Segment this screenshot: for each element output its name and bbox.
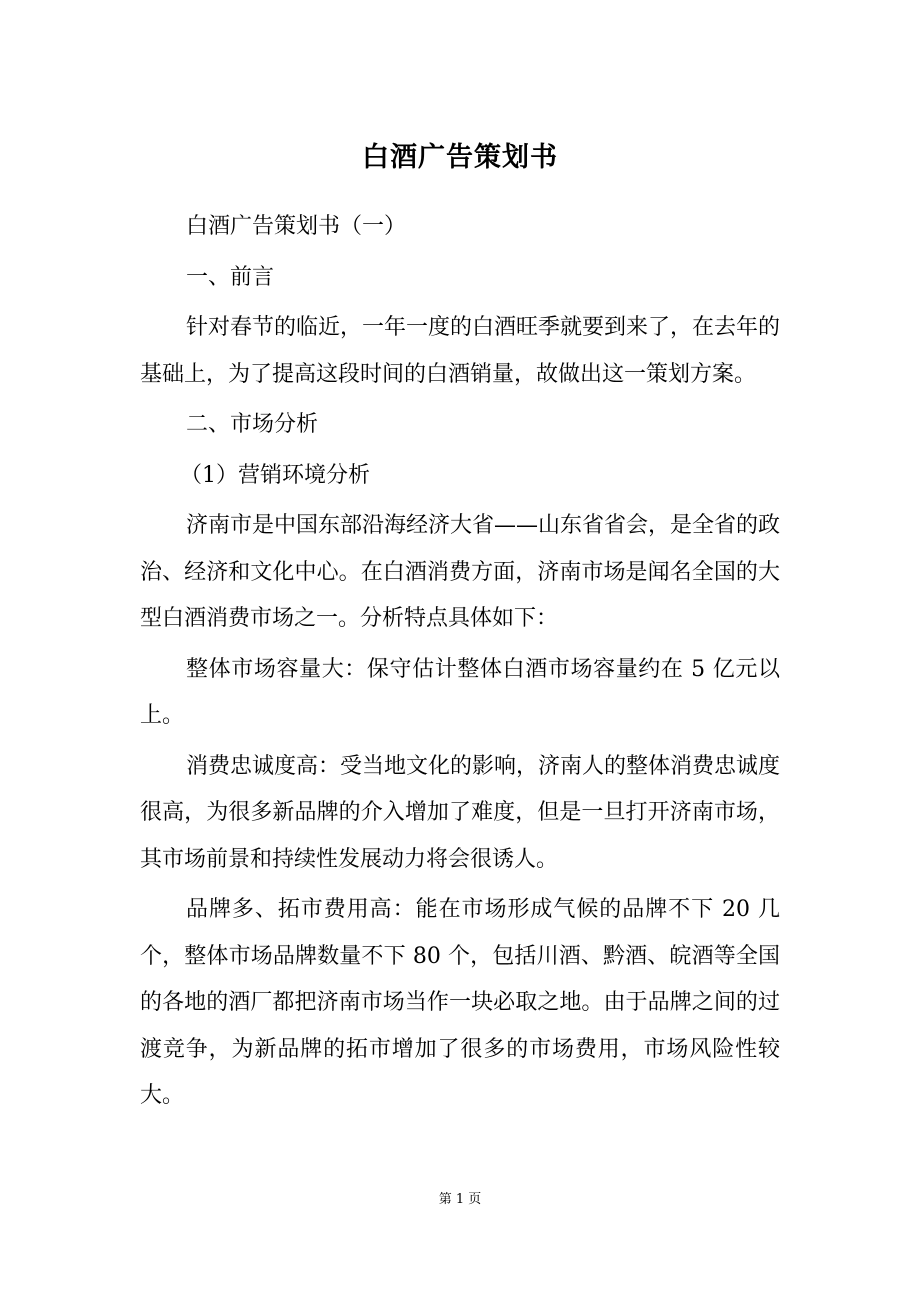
document-body <box>140 204 780 1124</box>
paragraph-consumer-loyalty: 消费忠诚度高：受当地文化的影响，济南人的整体消费忠诚度很高，为很多新品牌的介入增加了难度，但是一旦打开济南市场，其市场前景和持续性发展动力将会很诱人。 <box>140 753 781 872</box>
document-title: 白酒广告策划书 <box>362 142 558 173</box>
heading-market-analysis: 二、市场分析 <box>186 412 319 437</box>
paragraph-market-capacity: 整体市场容量大：保守估计整体白酒市场容量约在 5 亿元以上。 <box>140 656 780 728</box>
section-heading-part-one: 白酒广告策划书（一） <box>186 214 407 239</box>
page-number: 第 1 页 <box>438 1192 482 1207</box>
heading-preface: 一、前言 <box>186 264 275 290</box>
heading-marketing-environment: （1）营销环境分析 <box>180 462 370 488</box>
paragraph-brands-cost: 品牌多、拓市费用高：能在市场形成气候的品牌不下 20 几个，整体市场品牌数量不下 80 个，包括川酒、黔酒、皖酒等全国的各地的酒厂都把济南市场当作一块必取之地。由于品牌之间的过渡竞争，为新品牌的拓市增加了很多的市场费用，市场风险性较大。 <box>140 897 780 1108</box>
paragraph-preface: 针对春节的临近，一年一度的白酒旺季就要到来了，在去年的基础上，为了提高这段时间的白酒销量，故做出这一策划方案。 <box>140 315 781 387</box>
paragraph-jinan-market: 济南市是中国东部沿海经济大省——山东省省会，是全省的政治、经济和文化中心。在白酒消费方面，济南市场是闻名全国的大型白酒消费市场之一。分析特点具体如下： <box>140 513 781 631</box>
